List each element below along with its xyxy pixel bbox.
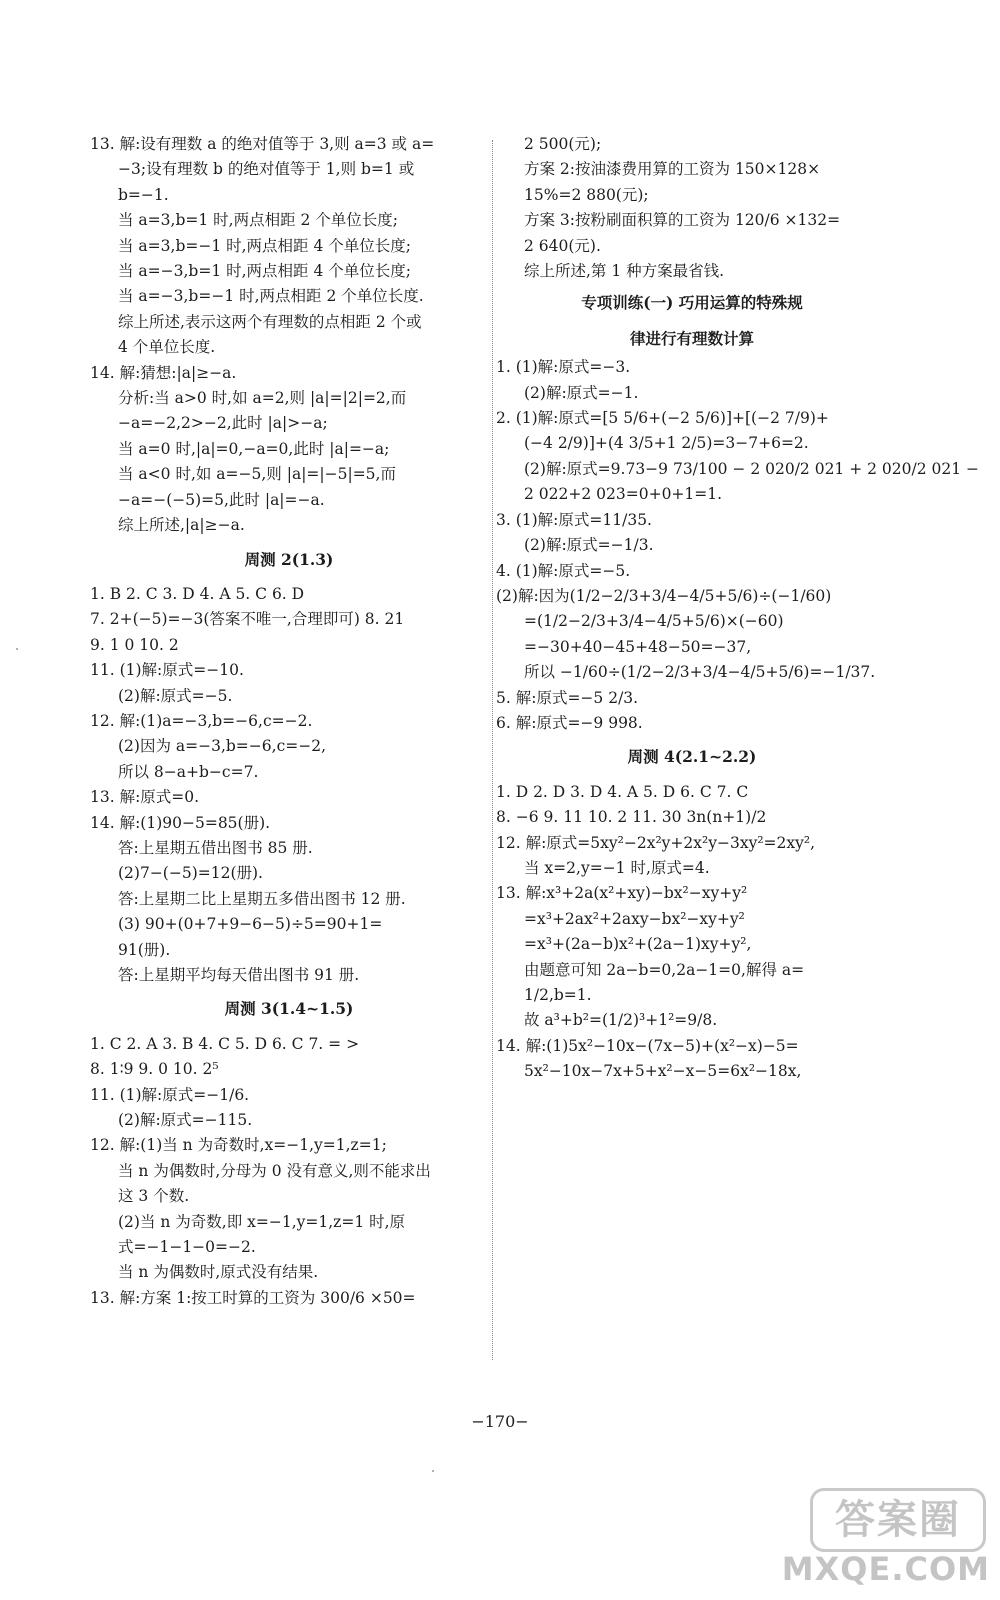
section-heading: 律进行有理数计算 — [629, 328, 754, 348]
left-column-line: −a=−2,2>−2,此时 |a|>−a; — [118, 414, 328, 433]
left-column-line: (2)7−(−5)=12(册). — [118, 864, 263, 883]
left-column-line: 13. 解:设有理数 a 的绝对值等于 3,则 a=3 或 a= — [90, 135, 435, 153]
right-column-line: 14. 解:(1)5x²−10x−(7x−5)+(x²−x)−5= — [496, 1036, 799, 1055]
right-column-line: (2)解:原式=9.73−9 73/100 − 2 020/2 021 + 2 020/2 021 − — [524, 459, 980, 478]
left-column-line: 8. 1∶9 9. 0 10. 2⁵ — [90, 1060, 219, 1079]
left-column-line: −a=−(−5)=5,此时 |a|=−a. — [118, 490, 325, 509]
left-column-line: 综上所述,表示这两个有理数的点相距 2 个或 — [118, 312, 422, 331]
watermark-url: MXQE.COM — [781, 1550, 990, 1588]
left-column-line: 91(册). — [118, 940, 171, 959]
section-heading: 周测 4(2.1~2.2) — [627, 747, 757, 767]
right-column-line: 故 a³+b²=(1/2)³+1²=9/8. — [524, 1011, 718, 1030]
left-column-line: 当 a=0 时,|a|=0,−a=0,此时 |a|=−a; — [118, 439, 390, 458]
left-column-line: (3) 90+(0+7+9−6−5)÷5=90+1= — [118, 915, 383, 934]
section-heading: 专项训练(一) 巧用运算的特殊规 — [581, 293, 803, 313]
left-column-line: 答:上星期五借出图书 85 册. — [118, 838, 313, 857]
right-column-line: 8. −6 9. 11 10. 2 11. 30 3n(n+1)/2 — [496, 808, 767, 827]
right-column-line: 2 500(元); — [524, 135, 602, 153]
right-column-line: 2 022+2 023=0+0+1=1. — [524, 485, 723, 504]
left-column-line: 1. C 2. A 3. B 4. C 5. D 6. C 7. = > — [90, 1034, 360, 1053]
right-column-line: 1/2,b=1. — [524, 986, 592, 1004]
left-column-line: 当 a=3,b=1 时,两点相距 2 个单位长度; — [118, 211, 399, 230]
left-column-line: 14. 解:猜想:|a|≥−a. — [90, 363, 237, 382]
left-column-line: 12. 解:(1)a=−3,b=−6,c=−2. — [90, 711, 313, 730]
left-column-line: (2)因为 a=−3,b=−6,c=−2, — [118, 737, 327, 756]
left-column-line: 9. 1 0 10. 2 — [90, 635, 179, 654]
left-column-line: −3;设有理数 b 的绝对值等于 1,则 b=1 或 — [118, 160, 415, 179]
left-column-line: b=−1. — [118, 185, 169, 204]
column-divider — [492, 140, 493, 1360]
left-column-line: 答:上星期二比上星期五多借出图书 12 册. — [118, 889, 406, 908]
left-column-line: 1. B 2. C 3. D 4. A 5. C 6. D — [90, 584, 305, 603]
right-column-line: 方案 3:按粉刷面积算的工资为 120/6 ×132= — [524, 211, 841, 230]
right-column-line: 13. 解:x³+2a(x²+xy)−bx²−xy+y² — [496, 884, 748, 903]
right-column-line: (2)解:原式=−1/3. — [524, 536, 654, 555]
right-column-line: =−30+40−45+48−50=−37, — [524, 637, 752, 656]
right-column-line: 12. 解:原式=5xy²−2x²y+2x²y−3xy²=2xy², — [496, 833, 816, 852]
left-column-line: (2)解:原式=−5. — [118, 686, 233, 705]
right-column-line: (2)解:因为(1/2−2/3+3/4−4/5+5/6)÷(−1/60) — [496, 586, 832, 605]
left-column-line: 11. (1)解:原式=−10. — [90, 661, 244, 680]
left-column-line: 综上所述,|a|≥−a. — [118, 516, 245, 535]
left-column-line: 4 个单位长度. — [118, 338, 216, 357]
left-column-line: 式=−1−1−0=−2. — [118, 1238, 256, 1257]
left-column-line: 当 a=−3,b=1 时,两点相距 4 个单位长度; — [118, 262, 411, 281]
section-heading: 周测 3(1.4~1.5) — [224, 999, 354, 1019]
right-column-line: 15%=2 880(元); — [524, 185, 649, 204]
right-column-line: (2)解:原式=−1. — [524, 383, 639, 402]
left-column-line: 13. 解:原式=0. — [90, 788, 200, 807]
right-column-line: 2 640(元). — [524, 236, 601, 255]
right-column-line: 当 x=2,y=−1 时,原式=4. — [524, 858, 710, 877]
right-column-line: =x³+2ax²+2axy−bx²−xy+y² — [524, 909, 745, 928]
watermark-title: 答案圈 — [810, 1488, 986, 1552]
left-column-line: 当 n 为偶数时,分母为 0 没有意义,则不能求出 — [118, 1161, 431, 1180]
right-column-line: 6. 解:原式=−9 998. — [496, 713, 643, 732]
left-column-line: 这 3 个数. — [118, 1187, 190, 1206]
left-column-line: 所以 8−a+b−c=7. — [118, 762, 259, 781]
left-column-line: 分析:当 a>0 时,如 a=2,则 |a|=|2|=2,而 — [118, 389, 407, 408]
left-column-line: 12. 解:(1)当 n 为奇数时,x=−1,y=1,z=1; — [90, 1136, 387, 1155]
left-column-line: 当 n 为偶数时,原式没有结果. — [118, 1263, 319, 1282]
left-column-line: 当 a=−3,b=−1 时,两点相距 2 个单位长度. — [118, 287, 424, 306]
right-column-line: 2. (1)解:原式=[5 5/6+(−2 5/6)]+[(−2 7/9)+ — [496, 409, 829, 428]
left-column-line: (2)当 n 为奇数,即 x=−1,y=1,z=1 时,原 — [118, 1212, 406, 1231]
left-column-line: 13. 解:方案 1:按工时算的工资为 300/6 ×50= — [90, 1288, 416, 1307]
right-column-line: 4. (1)解:原式=−5. — [496, 561, 631, 580]
left-column-line: 7. 2+(−5)=−3(答案不唯一,合理即可) 8. 21 — [90, 610, 405, 629]
left-column-line: 14. 解:(1)90−5=85(册). — [90, 813, 271, 832]
right-column-line: 5x²−10x−7x+5+x²−x−5=6x²−18x, — [524, 1062, 802, 1081]
scan-speck — [432, 1470, 434, 1472]
scan-speck — [16, 648, 18, 650]
right-column-line: 1. D 2. D 3. D 4. A 5. D 6. C 7. C — [496, 782, 749, 801]
right-column-line: 方案 2:按油漆费用算的工资为 150×128× — [524, 160, 821, 179]
page-number: −170− — [471, 1412, 529, 1431]
left-column-line: (2)解:原式=−115. — [118, 1111, 253, 1130]
right-column-line: 所以 −1/60÷(1/2−2/3+3/4−4/5+5/6)=−1/37. — [524, 663, 876, 682]
right-column-line: 1. (1)解:原式=−3. — [496, 358, 631, 377]
right-column-line: 3. (1)解:原式=11/35. — [496, 510, 652, 529]
left-column-line: 当 a<0 时,如 a=−5,则 |a|=|−5|=5,而 — [118, 465, 396, 484]
left-column — [90, 132, 488, 1311]
right-column-line: 5. 解:原式=−5 2/3. — [496, 688, 639, 707]
left-column-line: 当 a=3,b=−1 时,两点相距 4 个单位长度; — [118, 236, 411, 255]
watermark-logo — [720, 1482, 990, 1592]
right-column-line: =(1/2−2/3+3/4−4/5+5/6)×(−60) — [524, 612, 784, 631]
section-heading: 周测 2(1.3) — [244, 549, 334, 569]
right-column-line: =x³+(2a−b)x²+(2a−1)xy+y², — [524, 935, 752, 954]
right-column-line: (−4 2/9)]+(4 3/5+1 2/5)=3−7+6=2. — [524, 434, 809, 453]
right-column-line: 由题意可知 2a−b=0,2a−1=0,解得 a= — [524, 960, 805, 979]
right-column — [496, 132, 980, 1085]
left-column-line: 11. (1)解:原式=−1/6. — [90, 1085, 250, 1104]
left-column-line: 答:上星期平均每天借出图书 91 册. — [118, 966, 360, 984]
right-column-line: 综上所述,第 1 种方案最省钱. — [524, 262, 725, 281]
